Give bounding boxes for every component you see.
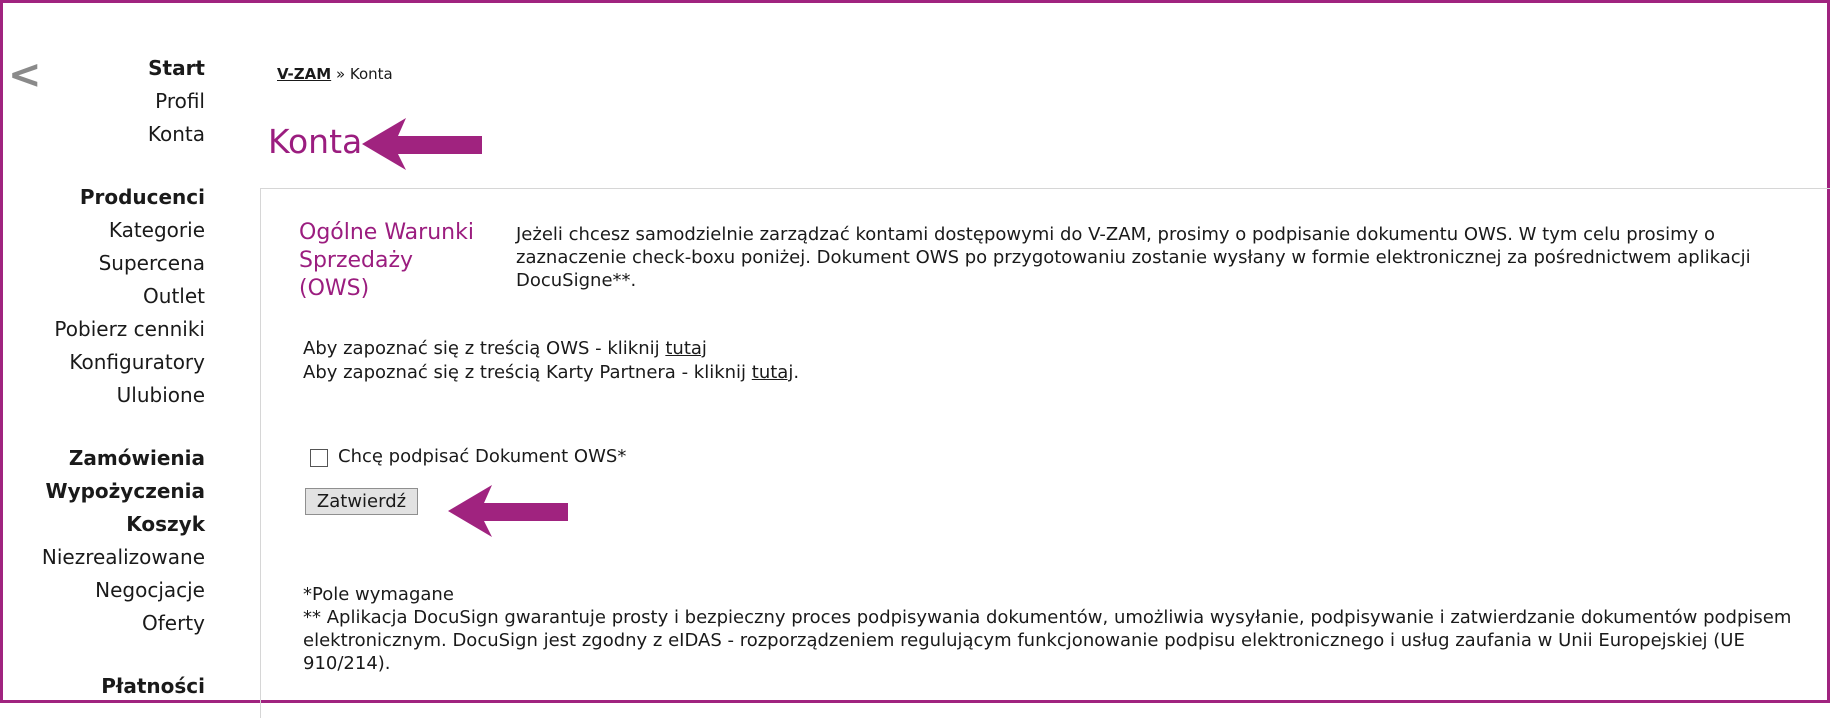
sidebar-item-niezrealizowane[interactable]: Niezrealizowane	[41, 545, 205, 569]
sidebar-item-negocjacje[interactable]: Negocjacje	[95, 578, 205, 602]
ows-section-title: Ogólne Warunki Sprzedaży (OWS)	[299, 220, 474, 301]
sidebar-item-ulubione[interactable]: Ulubione	[116, 383, 205, 407]
arrow-left-icon	[448, 485, 570, 537]
submit-button[interactable]: Zatwierdź	[305, 488, 418, 515]
ows-description: Jeżeli chcesz samodzielnie zarządzać kontami dostępowymi do V-ZAM, prosimy o podpisanie dokumentu OWS. W tym celu prosimy o zaznaczenie check-boxu poniżej. Dokument OWS po przygotowaniu zostanie wysłany w formie elektronicznej za pośrednictwem aplikacji DocuSigne**.	[516, 224, 1751, 291]
sidebar-item-konfiguratory[interactable]: Konfiguratory	[69, 350, 205, 374]
footnotes	[303, 583, 1803, 675]
breadcrumb-link-root[interactable]: V-ZAM	[277, 65, 332, 83]
sign-ows-checkbox-row[interactable]	[310, 445, 626, 467]
sidebar-item-pobierz-cenniki[interactable]: Pobierz cenniki	[54, 317, 205, 341]
sidebar-item-platnosci[interactable]: Płatności	[101, 674, 205, 698]
partner-card-info-end: .	[793, 362, 800, 383]
sidebar-item-kategorie[interactable]: Kategorie	[108, 218, 205, 242]
sidebar-item-outlet[interactable]: Outlet	[143, 284, 205, 308]
chevron-left-icon[interactable]: <	[8, 52, 42, 98]
partner-card-info-line	[303, 361, 799, 385]
sidebar-item-supercena[interactable]: Supercena	[98, 251, 205, 275]
ows-info-text: Aby zapoznać się z treścią OWS - kliknij	[303, 338, 666, 359]
ows-info-links	[303, 337, 799, 385]
required-field-note: *Pole wymagane	[303, 584, 454, 605]
breadcrumb-separator: »	[335, 65, 346, 83]
arrow-left-icon	[362, 118, 484, 170]
docusign-note: ** Aplikacja DocuSign gwarantuje prosty i bezpieczny proces podpisywania dokumentów, umożliwia wysyłanie, podpisywanie i zatwierdzanie dokumentów podpisem elektronicznym. DocuSign jest zgodny z eIDAS - rozporządzeniem regulującym funkcjonowanie podpisu elektronicznego i usług zaufania w Unii Europejskiej (UE 910/214).	[303, 607, 1792, 674]
ows-info-line	[303, 337, 799, 361]
sidebar-item-zamowienia[interactable]: Zamówienia	[68, 446, 205, 470]
sign-ows-checkbox-label: Chcę podpisać Dokument OWS*	[338, 445, 627, 467]
sidebar-item-producenci[interactable]: Producenci	[79, 185, 205, 209]
sidebar-item-koszyk[interactable]: Koszyk	[126, 512, 205, 536]
page-title: Konta	[268, 122, 363, 161]
sidebar-item-wypozyczenia[interactable]: Wypożyczenia	[45, 479, 205, 503]
sidebar-item-konta[interactable]: Konta	[147, 122, 205, 146]
sidebar-item-start[interactable]: Start	[148, 56, 205, 80]
partner-card-link[interactable]: tutaj	[751, 362, 794, 383]
partner-card-info-text: Aby zapoznać się z treścią Karty Partnera - kliknij	[303, 362, 752, 383]
sidebar-item-profil[interactable]: Profil	[155, 89, 205, 113]
breadcrumb-current: Konta	[349, 65, 393, 83]
sidebar-item-oferty[interactable]: Oferty	[142, 611, 205, 635]
breadcrumb	[277, 65, 393, 83]
ows-document-link[interactable]: tutaj	[665, 338, 707, 359]
sign-ows-checkbox[interactable]	[310, 449, 328, 467]
